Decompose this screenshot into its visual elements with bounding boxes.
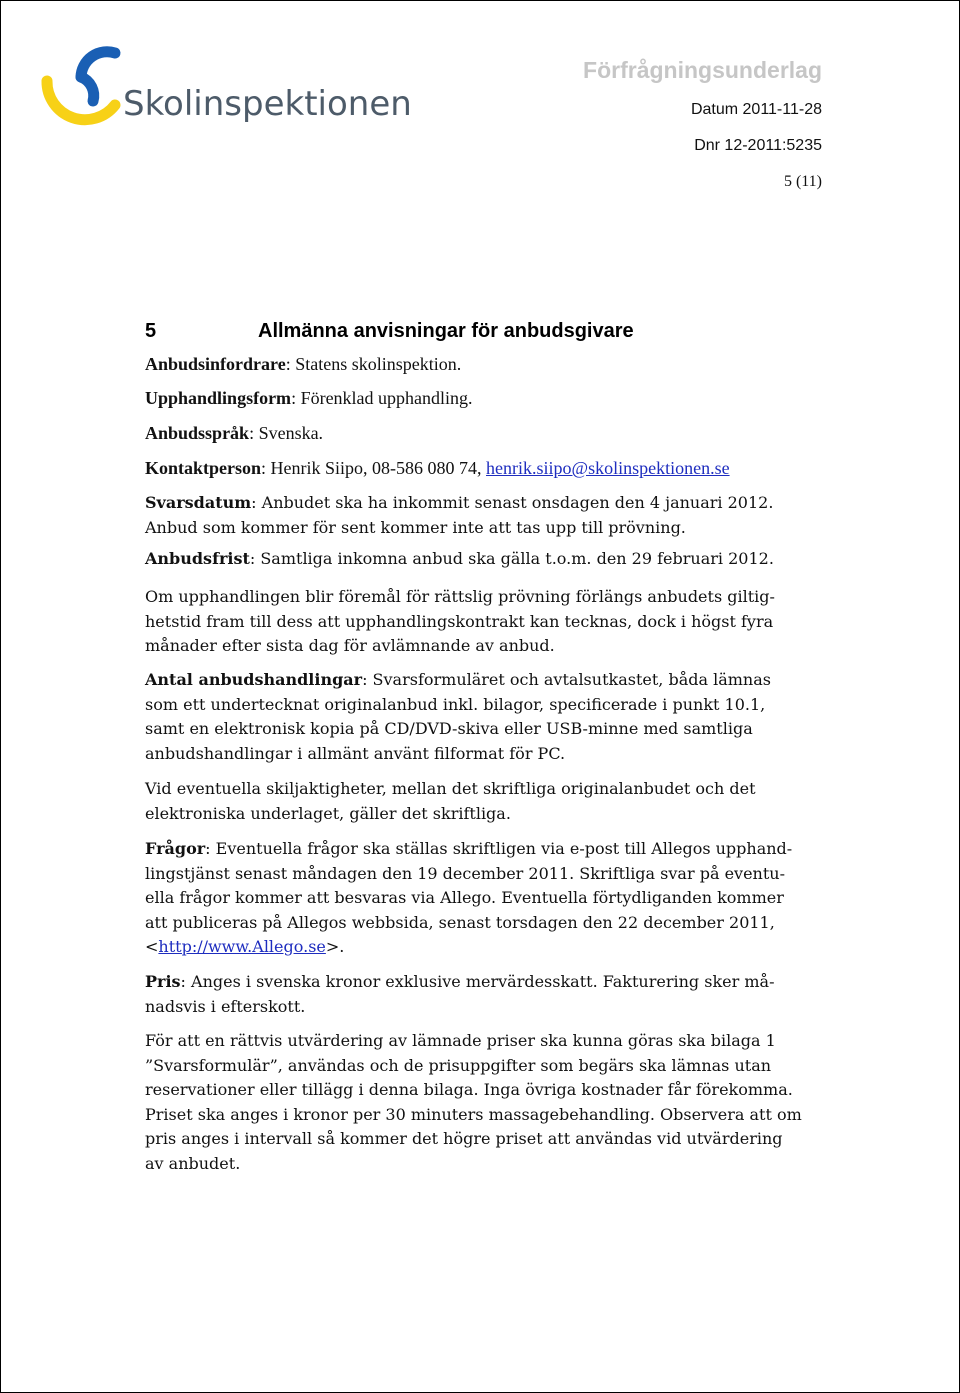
svarsdatum-line-2: Anbud som kommer för sent kommer inte att tas upp till prövning. [145,517,686,537]
document-date: Datum 2011-11-28 [690,101,822,118]
paragraph-line [145,837,825,862]
item-upphandlingsform [145,386,473,410]
item-text: : Anges i svenska kronor exklusive mervärdesskatt. Fakturering sker må- [180,972,775,991]
item-text: : Statens skolinspektion. [285,354,462,374]
paragraph-line: lingstjänst senast måndagen den 19 december 2011. Skriftliga svar på eventu- [145,863,785,883]
body-anbudsfrist [145,547,825,572]
paragraph-skiljaktigheter [145,777,825,826]
skolinspektionen-logo [41,39,412,125]
item-anbudssprak [145,421,323,445]
paragraph-line: nadsvis i efterskott. [145,996,306,1016]
item-label: Anbudsspråk [145,423,250,443]
paragraph-line: hetstid fram till dess att upphandlingskontrakt kan tecknas, dock i högst fyra [145,611,774,631]
logo-mark-icon [41,39,412,125]
paragraph-giltighet [145,585,825,659]
item-text: : Eventuella frågor ska ställas skriftligen via e-post till Allegos upphand- [205,839,793,858]
paragraph-line: att publiceras på Allegos webbsida, senast torsdagen den 22 december 2011, [145,912,775,932]
paragraph-line: Vid eventuella skiljaktigheter, mellan det skriftliga originalanbudet och det [145,779,756,798]
item-label: Upphandlingsform [145,388,292,408]
item-text: : Anbudet ska ha inkommit senast onsdagen den 4 januari 2012. [251,493,774,512]
anbudsfrist-line [145,547,825,572]
paragraph-line: månader efter sista dag för avlämnande av anbud. [145,636,555,655]
item-label: Svarsdatum [145,493,252,512]
paragraph-line: Om upphandlingen blir föremål för rättslig prövning förlängs anbudets giltig- [145,587,775,606]
paragraph-fragor [145,837,825,960]
item-label: Anbudsinfordrare [145,354,286,374]
paragraph-line: Priset ska anges i kronor per 30 minuters massagebehandling. Observera att om [145,1104,802,1124]
paragraph-line [145,668,825,693]
item-text: : Förenklad upphandling. [291,388,473,408]
item-label: Pris [145,972,181,991]
item-text: : Henrik Siipo, 08-586 080 74, [261,458,487,478]
item-label: Frågor [145,839,206,858]
paragraph-line: av anbudet. [145,1153,241,1173]
paragraph-line: reservationer eller tillägg i denna bilaga. Inga övriga kostnader får förekomma. [145,1080,793,1099]
allego-link[interactable]: http://www.Allego.se [158,937,326,956]
section-heading [145,320,634,343]
link-prefix: < [145,937,159,956]
paragraph-line: pris anges i intervall så kommer det högre priset att användas vid utvärdering [145,1129,783,1148]
paragraph-line: elektroniska underlaget, gäller det skriftliga. [145,803,511,823]
email-link[interactable]: henrik.siipo@skolinspektionen.se [486,458,730,478]
document-dnr: Dnr 12-2011:5235 [694,137,822,154]
paragraph-line: För att en rättvis utvärdering av lämnade priser ska kunna göras ska bilaga 1 [145,1031,776,1050]
paragraph-utvardering [145,1029,825,1176]
link-suffix: >. [325,937,345,956]
item-label: Antal anbudshandlingar [145,670,363,689]
page-number: 5 (11) [783,173,822,190]
paragraph-line [145,970,825,995]
paragraph-line: ella frågor kommer att besvaras via Allego. Eventuella förtydliganden kommer [145,888,784,907]
body-svarsdatum [145,491,825,540]
paragraph-line: samt en elektronisk kopia på CD/DVD-skiva eller USB-minne med samtliga [145,719,753,738]
section-number: 5 [145,320,157,342]
paragraph-line: anbudshandlingar i allmänt använt filformat för PC. [145,743,566,763]
item-label: Anbudsfrist [145,549,250,568]
paragraph-line: som ett undertecknat originalanbud inkl. bilagor, specificerade i punkt 10.1, [145,694,766,714]
item-text: : Svarsformuläret och avtalsutkastet, båda lämnas [362,670,771,689]
logo-text: Skolinspektionen [123,84,412,124]
paragraph-line [145,935,825,960]
item-text: : Svenska. [249,423,324,443]
item-text: : Samtliga inkomna anbud ska gälla t.o.m. den 29 februari 2012. [249,549,774,568]
item-label: Kontaktperson [145,458,262,478]
paragraph-pris [145,970,825,1019]
paragraph-antal [145,668,825,766]
item-anbudsinfordrare [145,352,461,376]
document-type: Förfrågningsunderlag [583,57,822,83]
section-title: Allmänna anvisningar för anbudsgivare [258,320,634,342]
item-kontaktperson [145,456,730,480]
paragraph-line: ”Svarsformulär”, användas och de prisuppgifter som begärs ska lämnas utan [145,1055,772,1075]
svarsdatum-line-1 [145,491,825,516]
